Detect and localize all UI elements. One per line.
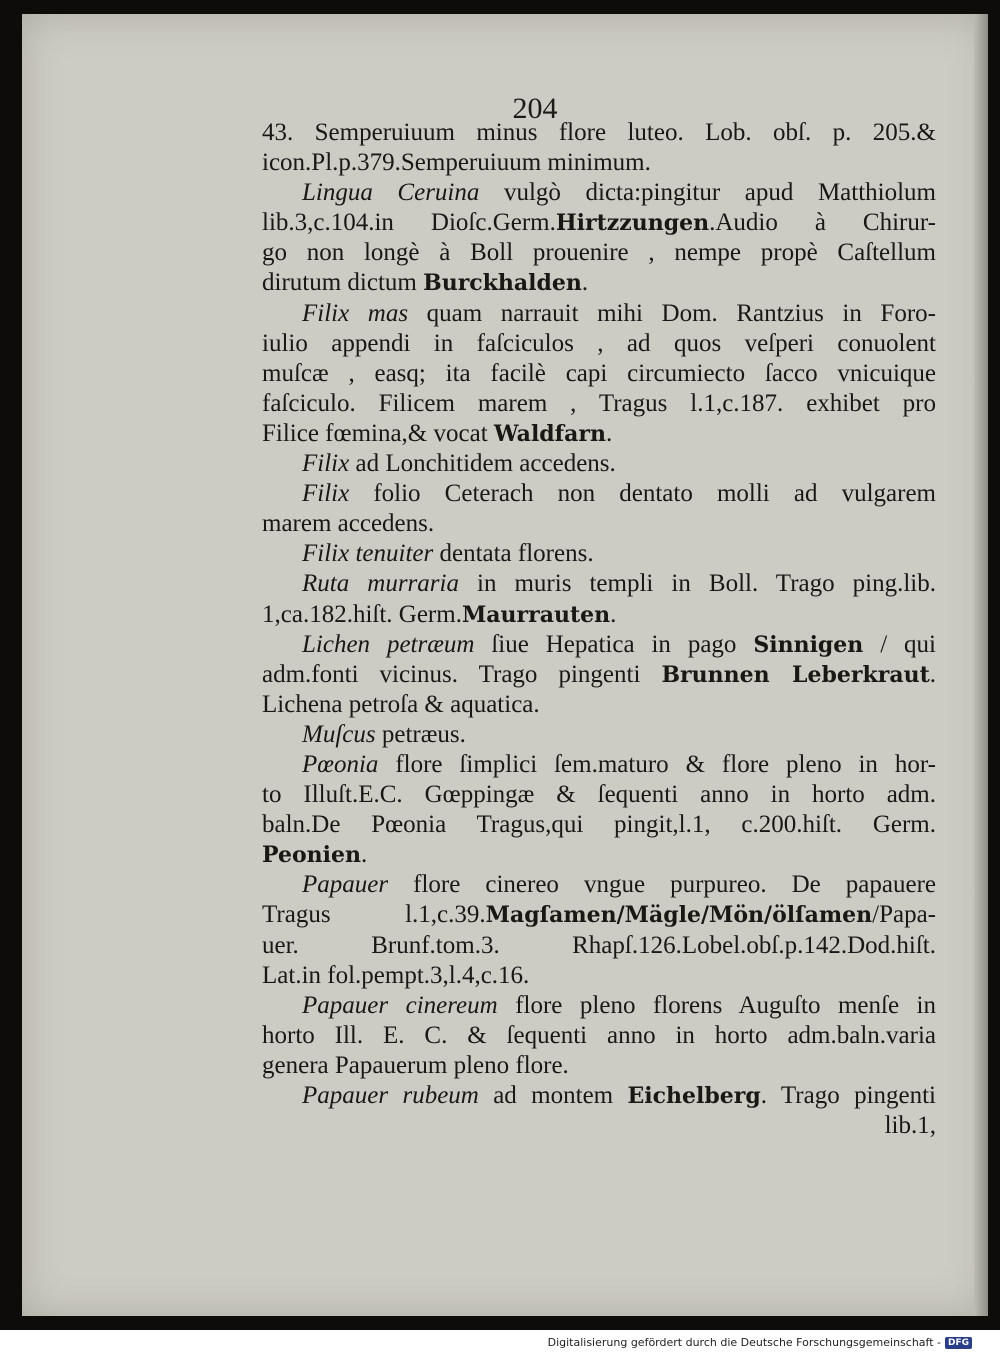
text-line xyxy=(262,780,936,810)
text-run: quam narrauit mihi Dom. Rantzius in Foro- xyxy=(408,299,936,327)
text-line xyxy=(262,329,936,359)
text-run: uer. Brunf.tom.3. Rhapſ.126.Lobel.obſ.p.142.Dod.hiſt. xyxy=(262,931,936,959)
blackletter-term: Magſamen/Mägle/Mön/ölſamen xyxy=(485,902,873,929)
text-line xyxy=(262,268,936,298)
italic-term: Lichen petræum xyxy=(302,630,475,658)
text-line xyxy=(262,931,936,961)
footer-credit xyxy=(548,1336,972,1349)
italic-term: Filix xyxy=(302,480,350,508)
italic-term: Papauer xyxy=(302,871,389,899)
text-line xyxy=(262,539,936,569)
footer-credit-text: Digitalisierung gefördert durch die Deutsche Forschungsgemeinschaft - xyxy=(547,1336,941,1349)
text-line xyxy=(262,600,936,630)
text-line xyxy=(262,238,936,268)
text-line xyxy=(262,299,936,329)
text-run: marem accedens. xyxy=(262,510,435,538)
text-run: faſciculo. Filicem marem , Tragus l.1,c.187. exhibet pro xyxy=(262,389,936,417)
text-run: lib.1, xyxy=(884,1112,936,1140)
text-run: iulio appendi in faſciculos , ad quos veſperi conuolent xyxy=(262,329,936,357)
text-line xyxy=(262,870,936,900)
italic-term: Pœonia xyxy=(302,750,379,778)
text-run: dirutum dictum xyxy=(262,269,424,297)
text-run: . Trago pingenti xyxy=(760,1082,936,1109)
text-line xyxy=(262,449,936,479)
text-run: petræus. xyxy=(375,720,466,748)
text-line xyxy=(262,810,936,840)
blackletter-term: Eichelberg xyxy=(627,1083,761,1109)
text-run: baln.De Pœonia Tragus,qui pingit,l.1, c.200.hiſt. Germ. xyxy=(262,811,936,839)
text-run: . xyxy=(581,269,589,297)
text-run: 43. Semperuiuum minus flore luteo. Lob. obſ. p. 205.& xyxy=(262,119,936,146)
page-number: 204 xyxy=(512,92,558,125)
text-line xyxy=(262,479,936,509)
text-line xyxy=(262,690,936,720)
text-run: /Papa- xyxy=(872,901,936,929)
text-line xyxy=(262,389,936,419)
text-line xyxy=(262,359,936,389)
text-line xyxy=(262,900,936,930)
text-line xyxy=(262,720,936,750)
text-line xyxy=(262,750,936,780)
text-line xyxy=(262,630,936,660)
text-run: ſiue Hepatica in pago xyxy=(474,630,754,658)
text-run: icon.Pl.p.379.Semperuiuum minimum. xyxy=(262,149,651,177)
italic-term: Filix mas xyxy=(302,299,409,327)
text-line xyxy=(262,569,936,599)
text-run: Filice fœmina,& vocat xyxy=(262,419,494,447)
text-line xyxy=(262,1021,936,1051)
text-run: . xyxy=(606,419,613,447)
text-run: flore pleno florens Auguſto menſe in xyxy=(497,991,936,1019)
text-run: folio Ceterach non dentato molli ad vulgarem xyxy=(349,480,936,508)
italic-term: Filix xyxy=(302,450,350,478)
dfg-logo: DFG xyxy=(945,1337,972,1349)
text-run: flore ſimplici ſem.maturo & flore pleno in hor- xyxy=(378,750,936,778)
italic-term: Papauer cinereum xyxy=(302,991,498,1019)
text-run: ad montem xyxy=(478,1082,628,1109)
text-run: dentata florens. xyxy=(433,540,594,568)
text-body xyxy=(262,118,936,1141)
text-line xyxy=(262,991,936,1021)
text-run: flore cinereo vngue purpureo. De papauere xyxy=(388,871,936,899)
italic-term: Papauer rubeum xyxy=(302,1082,479,1109)
text-run: vulgò dicta:pingitur apud Matthiolum xyxy=(479,179,937,207)
text-line xyxy=(262,208,936,238)
italic-term: Filix tenuiter xyxy=(302,540,434,568)
text-line xyxy=(262,961,936,991)
text-line xyxy=(262,178,936,208)
text-line xyxy=(262,1051,936,1081)
text-line xyxy=(262,148,936,178)
text-line xyxy=(262,1111,936,1141)
blackletter-term: Waldfarn xyxy=(493,420,606,447)
text-line xyxy=(262,840,936,870)
text-run: . xyxy=(610,600,617,628)
blackletter-term: Hirtzzungen xyxy=(555,210,710,237)
text-run: lib.3,c.104.in Dioſc.Germ. xyxy=(262,209,556,237)
text-line xyxy=(262,118,936,148)
blackletter-term: Sinnigen xyxy=(753,631,864,658)
text-line xyxy=(262,1081,936,1111)
text-run: to Illuſt.E.C. Gœppingæ & ſequenti anno in horto adm. xyxy=(262,781,936,809)
italic-term: Ruta murraria xyxy=(302,570,459,598)
text-run: / qui xyxy=(863,630,936,658)
text-run: Lichena petroſa & aquatica. xyxy=(262,690,540,718)
text-line xyxy=(262,509,936,539)
italic-term: Muſcus xyxy=(302,720,376,748)
text-run: .Audio à Chirur- xyxy=(709,209,936,237)
text-run: . xyxy=(929,660,936,688)
text-run: horto Ill. E. C. & ſequenti anno in horto adm.baln.varia xyxy=(262,1021,936,1049)
italic-term: Lingua Ceruina xyxy=(302,179,480,207)
text-line xyxy=(262,419,936,449)
text-run: go non longè à Boll prouenire , nempe propè Caſtellum xyxy=(262,239,936,267)
text-run: ad Lonchitidem accedens. xyxy=(349,450,616,478)
text-run: adm.fonti vicinus. Trago pingenti xyxy=(262,660,662,688)
blackletter-term: Burckhalden xyxy=(423,270,582,297)
text-run: Lat.in fol.pempt.3,l.4,c.16. xyxy=(262,961,530,989)
text-run: muſcæ , easq; ita facilè capi circumiecto ſacco vnicuique xyxy=(262,359,936,387)
text-run: . xyxy=(360,841,368,869)
text-run: Tragus l.1,c.39. xyxy=(262,901,486,929)
text-line xyxy=(262,660,936,690)
text-run: in muris templi in Boll. Trago ping.lib. xyxy=(458,570,936,598)
blackletter-term: Maurrauten xyxy=(461,601,611,628)
blackletter-term: Brunnen Leberkraut xyxy=(661,661,930,688)
text-run: genera Papauerum pleno flore. xyxy=(262,1051,569,1079)
blackletter-term: Peonien xyxy=(262,842,361,869)
page-edge xyxy=(974,14,988,1316)
text-run: 1,ca.182.hiſt. Germ. xyxy=(262,600,462,628)
